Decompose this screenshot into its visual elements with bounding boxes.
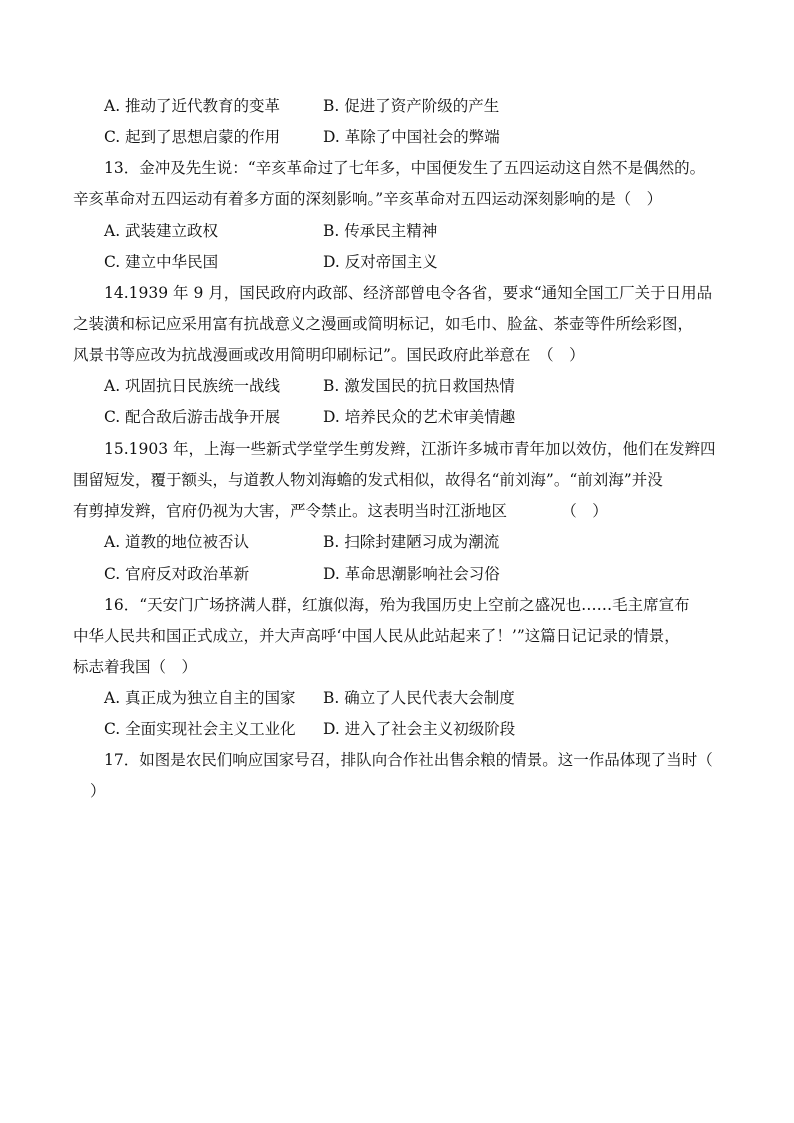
q16-stem-line2: 中华人民共和国正式成立，并大声高呼‘中国人民从此站起来了！’”这篇日记记录的情景， (73, 627, 680, 645)
q15-stem-line2: 围留短发，覆于额头，与道教人物刘海蟾的发式相似，故得名“前刘海”。“前刘海”并没 (73, 471, 663, 489)
q14-option-b: B. 激发国民的抗日救国热情 (323, 377, 515, 395)
q15-stem-line1: 15.1903 年，上海一些新式学堂学生剪发辫，江浙许多城市青年加以效仿，他们在发辫四 (104, 440, 716, 458)
q14-option-d: D. 培养民众的艺术审美情趣 (323, 408, 516, 426)
q12-option-b: B. 促进了资产阶级的产生 (323, 97, 500, 115)
q14-stem-line2: 之装潢和标记应采用富有抗战意义之漫画或简明标记，如毛巾、脸盆、茶壶等件所绘彩图， (73, 315, 694, 333)
q15-stem-line3: 有剪掉发辫，官府仍视为大害，严令禁止。这表明当时江浙地区 （ ） (73, 502, 608, 520)
q17-stem-line1: 17．如图是农民们响应国家号召，排队向合作社出售余粮的情景。这一作品体现了当时（ (104, 751, 713, 769)
q14-option-a: A. 巩固抗日民族统一战线 (104, 377, 281, 395)
q14-option-c: C. 配合敌后游击战争开展 (104, 408, 281, 426)
q15-option-b: B. 扫除封建陋习成为潮流 (323, 533, 500, 551)
q13-option-b: B. 传承民主精神 (323, 222, 438, 240)
q14-stem-line1: 14.1939 年 9 月，国民政府内政部、经济部曾电令各省，要求“通知全国工厂关于日用品 (104, 284, 713, 302)
q13-stem-line1: 13．金冲及先生说：“辛亥革命过了七年多，中国便发生了五四运动这自然不是偶然的。 (104, 159, 706, 177)
q16-option-c: C. 全面实现社会主义工业化 (104, 720, 296, 738)
q15-option-c: C. 官府反对政治革新 (104, 565, 250, 583)
q15-option-a: A. 道教的地位被否认 (104, 533, 250, 551)
q12-option-d: D. 革除了中国社会的弊端 (323, 128, 500, 146)
q12-option-a: A. 推动了近代教育的变革 (104, 97, 281, 115)
q14-stem-line3: 风景书等应改为抗战漫画或改用简明印刷标记”。国民政府此举意在 （ ） (73, 346, 585, 364)
q16-stem-line3: 标志着我国（ ） (73, 658, 198, 676)
q17-stem-line2: ） (90, 782, 106, 800)
q15-option-d: D. 革命思潮影响社会习俗 (323, 565, 500, 583)
q16-stem-line1: 16．“天安门广场挤满人群，红旗似海，殆为我国历史上空前之盛况也……毛主席宣布 (104, 596, 690, 614)
q13-stem-line2: 辛亥革命对五四运动有着多方面的深刻影响。”辛亥革命对五四运动深刻影响的是（ ） (73, 190, 663, 208)
q13-option-d: D. 反对帝国主义 (323, 253, 438, 271)
q16-option-a: A. 真正成为独立自主的国家 (104, 689, 296, 707)
q13-option-c: C. 建立中华民国 (104, 253, 219, 271)
q16-option-d: D. 进入了社会主义初级阶段 (323, 720, 516, 738)
q16-option-b: B. 确立了人民代表大会制度 (323, 689, 515, 707)
q13-option-a: A. 武装建立政权 (104, 222, 219, 240)
q12-option-c: C. 起到了思想启蒙的作用 (104, 128, 281, 146)
